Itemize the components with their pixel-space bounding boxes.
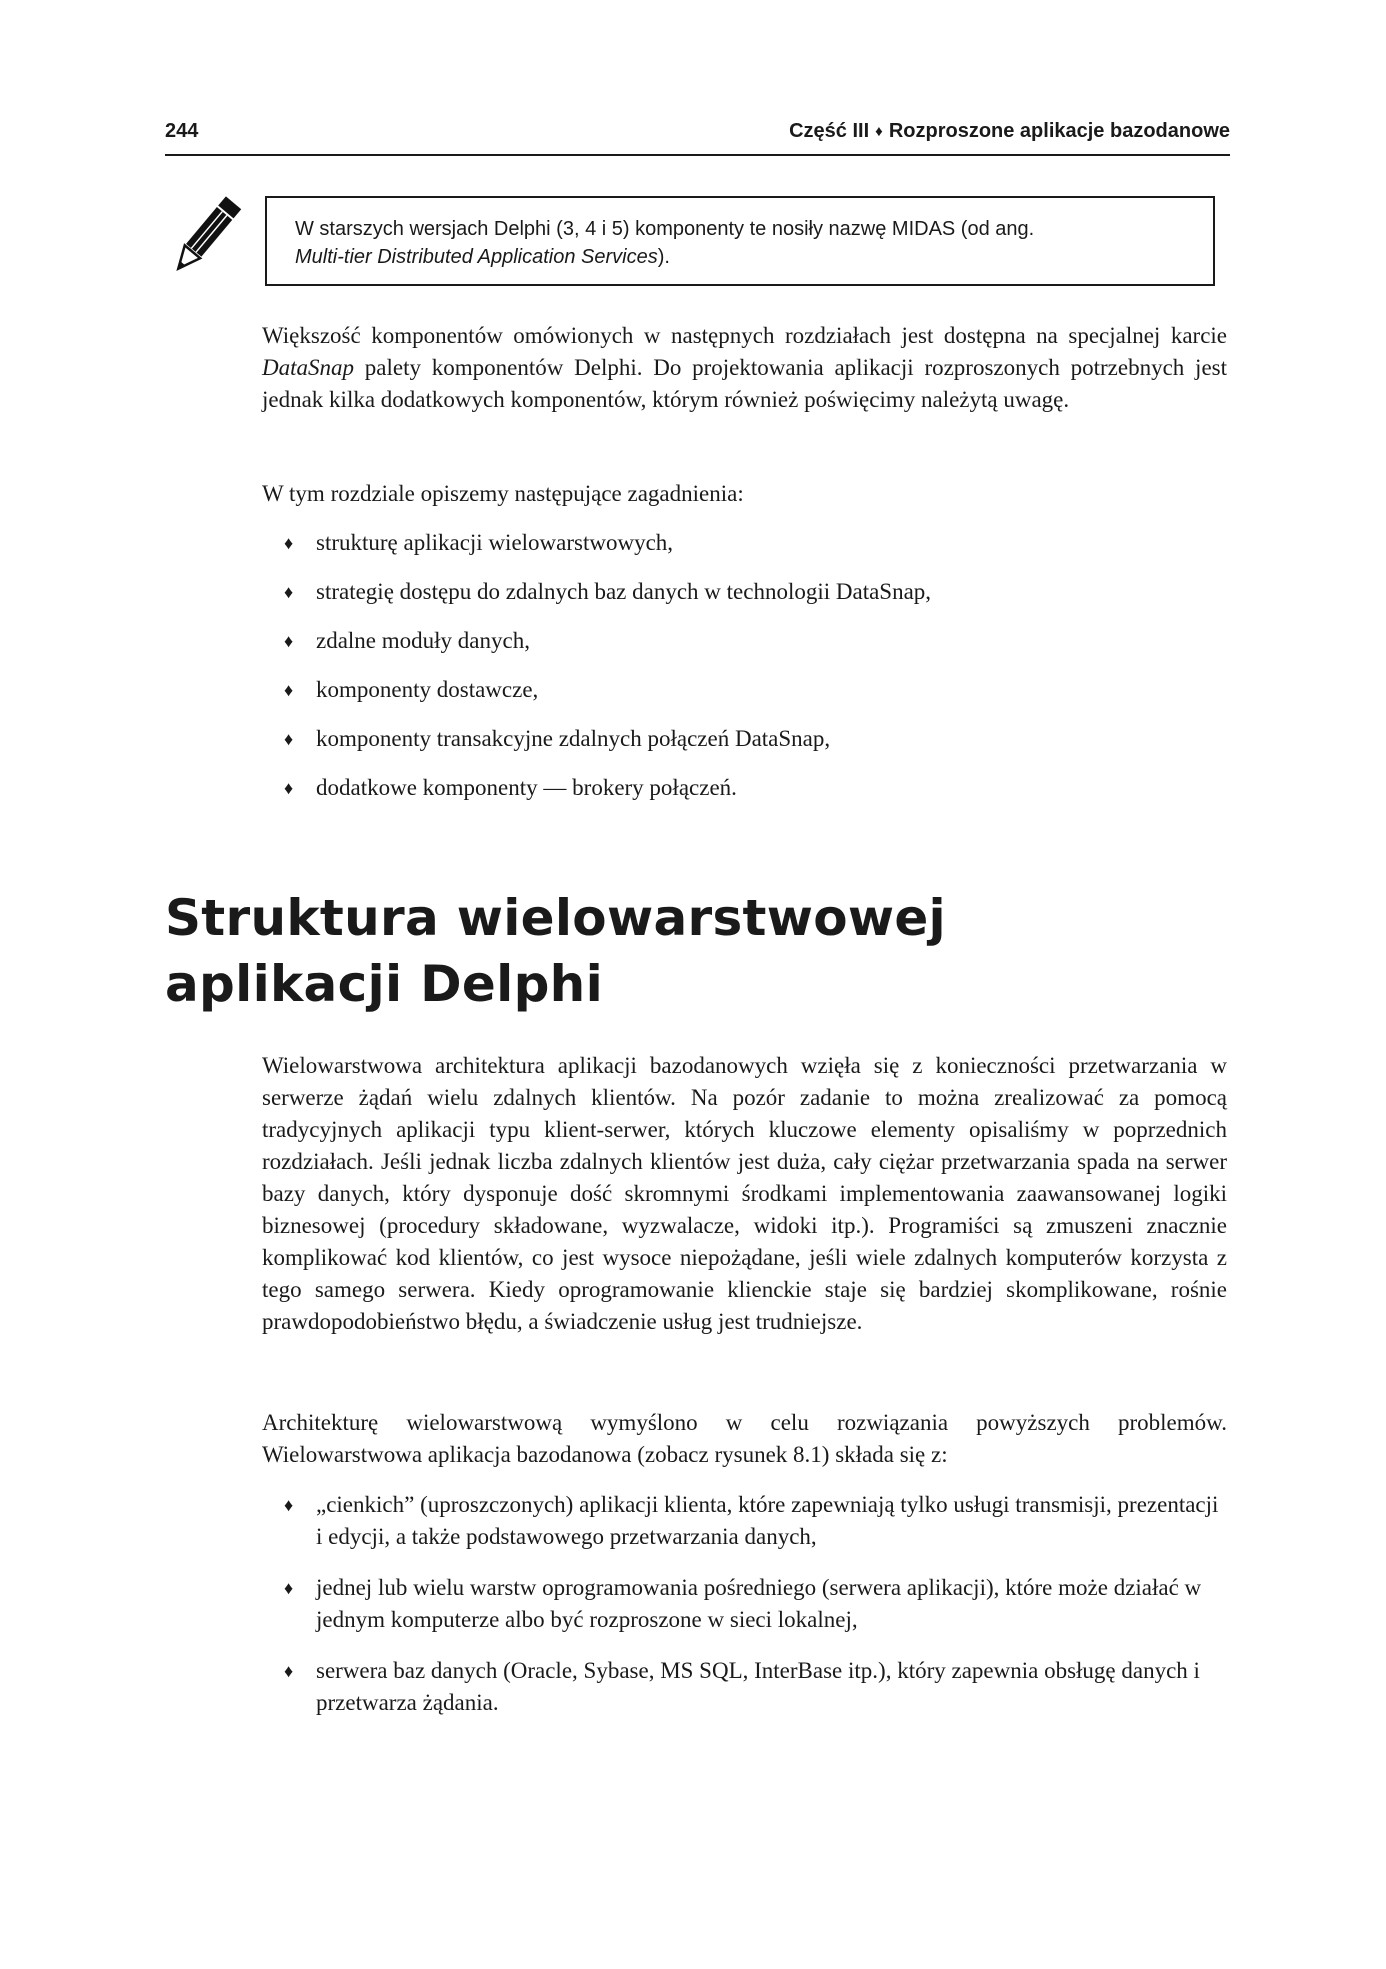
topics-list	[262, 527, 1227, 804]
list-item-text: strategię dostępu do zdalnych baz danych w technologii DataSnap,	[316, 579, 932, 604]
pencil-icon	[162, 196, 247, 281]
list-item-text: komponenty dostawcze,	[316, 677, 539, 702]
diamond-bullet-icon: ♦	[284, 1661, 294, 1681]
diamond-bullet-icon: ♦	[284, 729, 294, 749]
section-paragraph-2	[262, 1407, 1227, 1471]
running-header	[165, 120, 1230, 156]
diamond-bullet-icon: ♦	[284, 1495, 294, 1515]
section-p1-text: Wielowarstwowa architektura aplikacji bazodanowych wzięła się z konieczności przetwarzania w serwerze żądań wielu zdalnych klientów. Na pozór zadanie to można zrealizować za pomocą tradycyjnych aplikacji typu klient-serwer, których kluczowe elementy opisaliśmy w poprzednich rozdziałach. Jeśli jednak liczba zdalnych klientów jest duża, cały ciężar przetwarzania spada na serwer bazy danych, który dysponuje dość skromnymi środkami implementowania zaawansowanej logiki biznesowej (procedury składowane, wyzwalacze, widoki itp.). Programiści są zmuszeni znacznie komplikować kod klientów, co jest wysoce niepożądane, jeśli wiele zdalnych komputerów korzysta z tego samego serwera. Kiedy oprogramowanie klienckie staje się bardziej skomplikowane, rośnie prawdopodobieństwo błędu, a świadczenie usług jest trudniejsze.	[262, 1053, 1227, 1334]
diamond-bullet-icon: ♦	[284, 680, 294, 700]
list-item-text: komponenty transakcyjne zdalnych połączeń DataSnap,	[316, 726, 831, 751]
list-item-text: dodatkowe komponenty — brokery połączeń.	[316, 775, 737, 800]
list-item	[262, 1655, 1227, 1719]
note-line-2-end: ).	[657, 246, 670, 268]
diamond-bullet-icon: ♦	[284, 1578, 294, 1598]
section-list	[262, 1489, 1227, 1719]
intro-paragraph-2	[262, 478, 1227, 510]
list-item	[262, 772, 1227, 804]
list-item	[262, 576, 1227, 608]
list-item-text: „cienkich” (uproszczonych) aplikacji klienta, które zapewniają tylko usługi transmisji, prezentacji i edycji, a także podstawowego przetwarzania danych,	[316, 1492, 1219, 1549]
section-heading-line-2: aplikacji Delphi	[165, 955, 604, 1013]
list-item	[262, 527, 1227, 559]
list-item	[262, 723, 1227, 755]
diamond-bullet-icon: ♦	[284, 778, 294, 798]
intro-p1-italic: DataSnap	[262, 355, 354, 380]
list-item-text: strukturę aplikacji wielowarstwowych,	[316, 530, 674, 555]
intro-paragraph-1	[262, 320, 1227, 416]
note-line-1: W starszych wersjach Delphi (3, 4 i 5) komponenty te nosiły nazwę MIDAS (od ang.	[295, 218, 1035, 240]
list-item	[262, 1572, 1227, 1636]
section-heading	[165, 885, 1165, 1017]
diamond-bullet-icon: ♦	[284, 582, 294, 602]
list-item-text: jednej lub wielu warstw oprogramowania pośredniego (serwera aplikacji), które może działać w jednym komputerze albo być rozproszone w sieci lokalnej,	[316, 1575, 1202, 1632]
note-italic-term: Multi-tier Distributed Application Services	[295, 246, 658, 268]
intro-p2-text: W tym rozdziale opiszemy następujące zagadnienia:	[262, 481, 744, 506]
header-separator: ♦	[875, 123, 883, 140]
page-number: 244	[165, 120, 199, 142]
list-item	[262, 674, 1227, 706]
list-item	[262, 625, 1227, 657]
section-p2-text: Architekturę wielowarstwową wymyślono w celu rozwiązania powyższych problemów. Wielowarstwowa aplikacja bazodanowa (zobacz rysunek 8.1) składa się z:	[262, 1410, 1227, 1467]
list-item-text: serwera baz danych (Oracle, Sybase, MS SQL, InterBase itp.), który zapewnia obsługę danych i przetwarza żądania.	[316, 1658, 1200, 1715]
header-chapter-title: Rozproszone aplikacje bazodanowe	[888, 120, 1230, 142]
intro-p1-end: palety komponentów Delphi. Do projektowania aplikacji rozproszonych potrzebnych jest jednak kilka dodatkowych komponentów, którym również poświęcimy należytą uwagę.	[262, 355, 1227, 412]
note-box	[265, 196, 1215, 286]
header-title	[789, 120, 1230, 143]
note-line-2	[295, 243, 1213, 271]
list-item	[262, 1489, 1227, 1553]
section-heading-line-1: Struktura wielowarstwowej	[165, 889, 946, 947]
diamond-bullet-icon: ♦	[284, 533, 294, 553]
diamond-bullet-icon: ♦	[284, 631, 294, 651]
header-part: Część III	[789, 120, 870, 142]
section-paragraph-1	[262, 1050, 1227, 1338]
intro-p1-start: Większość komponentów omówionych w następnych rozdziałach jest dostępna na specjalnej karcie	[262, 323, 1227, 348]
list-item-text: zdalne moduły danych,	[316, 628, 530, 653]
